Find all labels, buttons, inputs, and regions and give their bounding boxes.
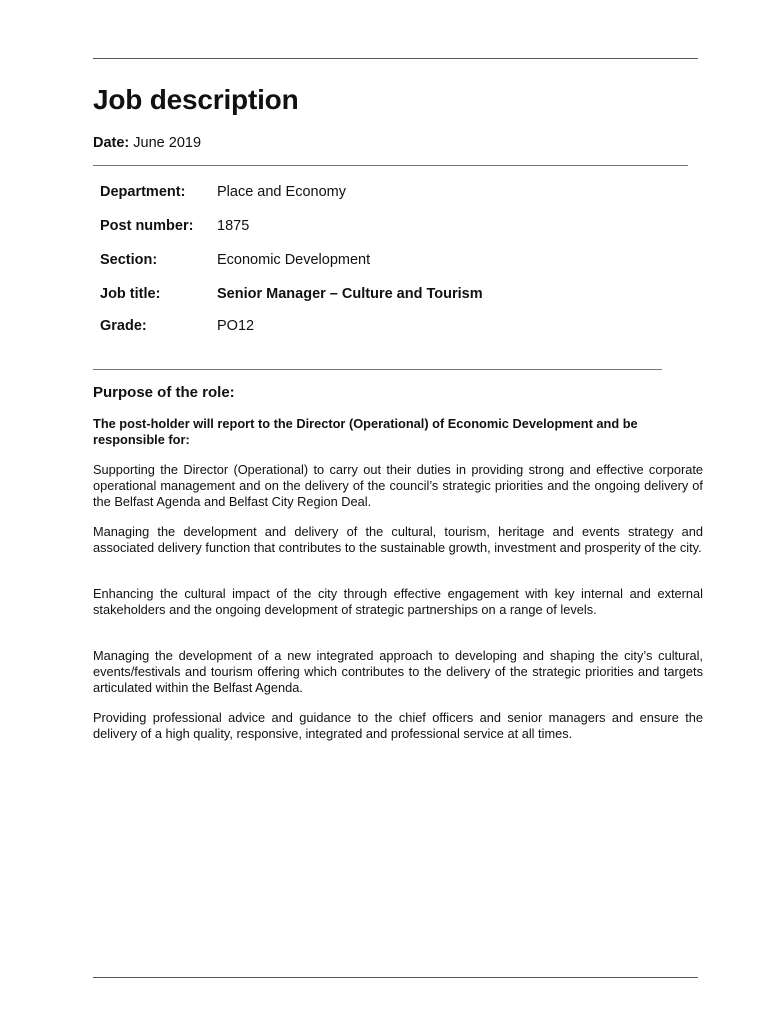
date-line	[93, 135, 201, 151]
purpose-lead: The post-holder will report to the Director (Operational) of Economic Development and be responsible for:	[93, 416, 638, 447]
details-divider	[93, 369, 662, 370]
field-value: PO12	[217, 318, 255, 334]
field-label: Department:	[100, 184, 186, 200]
purpose-paragraph: Providing professional advice and guidance to the chief officers and senior managers and ensure the delivery of a high quality, responsive, integrated and professional service at all times.	[93, 710, 703, 741]
purpose-paragraph: Supporting the Director (Operational) to carry out their duties in providing strong and effective corporate operational management and on the delivery of the council’s strategic priorities and the ongoing delivery of the Belfast Agenda and Belfast City Region Deal.	[93, 462, 703, 509]
purpose-paragraph: Enhancing the cultural impact of the city through effective engagement with key internal and external stakeholders and the ongoing development of strategic partnerships on a range of levels.	[93, 586, 703, 617]
date-label: Date:	[93, 135, 130, 151]
field-label: Section:	[100, 252, 158, 268]
purpose-heading: Purpose of the role:	[93, 384, 235, 401]
bottom-divider	[93, 977, 698, 978]
field-value: Senior Manager – Culture and Tourism	[217, 286, 483, 302]
purpose-paragraph: Managing the development and delivery of the cultural, tourism, heritage and events strategy and associated delivery function that contributes to the sustainable growth, investment and prosperity of the city.	[93, 524, 703, 555]
date-value: June 2019	[133, 135, 202, 151]
purpose-paragraph: Managing the development of a new integrated approach to developing and shaping the city’s cultural, events/festivals and tourism offering which contributes to the delivery of the strategic priorities and targets articulated within the Belfast Agenda.	[93, 648, 703, 695]
date-divider	[93, 165, 688, 166]
field-value: Economic Development	[217, 252, 371, 268]
field-value: Place and Economy	[217, 184, 346, 200]
field-value: 1875	[217, 218, 250, 234]
field-label: Grade:	[100, 318, 147, 334]
page-title: Job description	[93, 84, 299, 115]
field-label: Post number:	[100, 218, 194, 234]
field-label: Job title:	[100, 286, 161, 302]
top-divider	[93, 58, 698, 59]
